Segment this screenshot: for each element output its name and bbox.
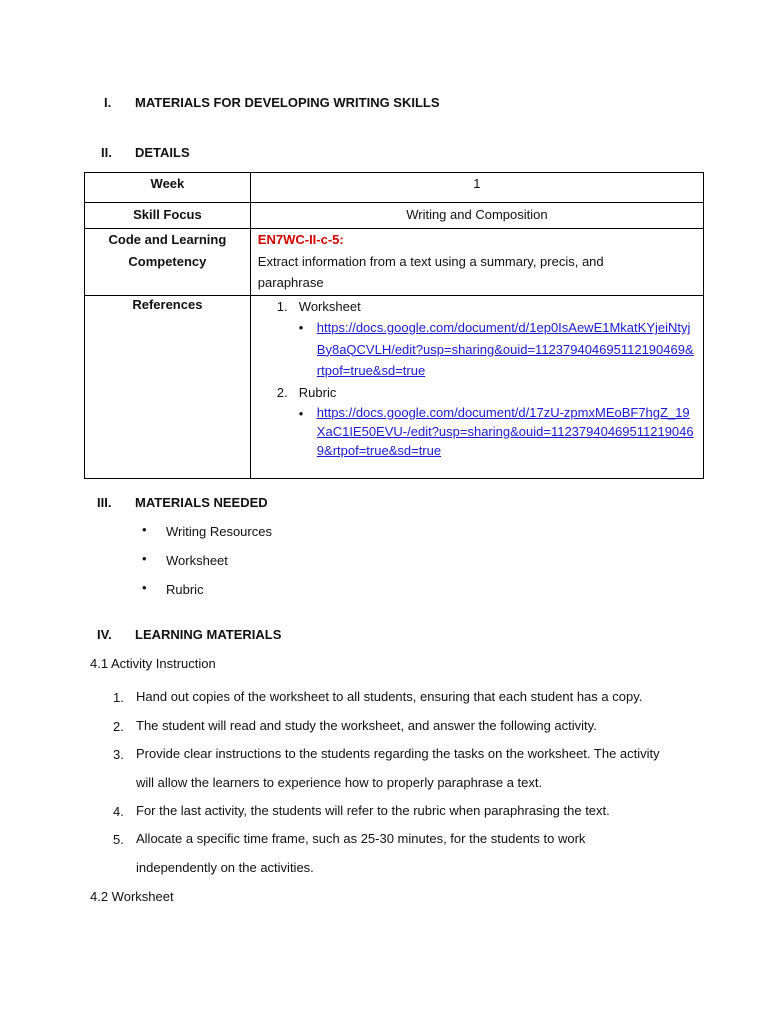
material-item: Rubric [166,582,204,597]
references-list [251,296,703,460]
rubric-link[interactable]: https://docs.google.com/document/d/17zU-zpmxMEoBF7hgZ_19XaC1IE50EVU-/edit?usp=sharing&ouid=112379404695112190469&rtpof=true&sd=true [316,404,694,458]
instruction-text: Allocate a specific time frame, such as 25-30 minutes, for the students to work independently on the activities. [136,831,586,875]
bullet-icon: • [298,405,304,421]
code-label-line-1: Code and Learning [108,232,227,247]
table-row [85,296,704,479]
skill-value-cell [250,203,703,229]
subsection-title: 4.2 Worksheet [90,889,174,904]
skill-label-cell [85,203,251,229]
table-row [85,173,704,203]
references-label-cell [85,296,251,479]
week-label-cell [85,173,251,203]
code-label-line-2: Competency [128,253,207,269]
material-item: Writing Resources [166,524,272,539]
table-row [85,203,704,229]
instruction-text: Hand out copies of the worksheet to all students, ensuring that each student has a copy. [136,689,643,704]
section-number: I. [104,95,112,110]
material-item: Worksheet [166,553,228,568]
week-value: 1 [473,176,481,191]
references-cell [250,296,703,479]
section-title: MATERIALS FOR DEVELOPING WRITING SKILLS [135,95,440,110]
section-number: IV. [97,627,112,642]
table-row [85,229,704,296]
competency-text-line-2: paraphrase [257,275,324,290]
worksheet-link[interactable]: https://docs.google.com/document/d/1ep0IsAewE1MkatKYjeiNtyjBy8aQCVLH/edit?usp=sharing&ouid=112379404695112190469&rtpof=true&sd=true [316,320,694,378]
reference-number: 2. [276,384,288,400]
section-number: II. [101,145,112,160]
section-title: LEARNING MATERIALS [135,627,282,642]
instruction-text: Provide clear instructions to the students regarding the tasks on the worksheet. The activity will allow the learners to experience how to properly paraphrase a text. [136,746,660,790]
subsection-title: 4.1 Activity Instruction [90,656,216,671]
instruction-number: 3. [113,747,124,762]
bullet-icon: • [142,580,147,595]
references-label: References [132,297,203,312]
section-number: III. [97,495,112,510]
list-item [251,296,703,382]
reference-number: 1. [276,299,288,314]
instruction-number: 5. [113,832,124,847]
competency-cell [250,229,703,296]
skill-label: Skill Focus [133,207,202,222]
competency-text-line-1: Extract information from a text using a summary, precis, and [257,253,604,269]
list-item [251,382,703,460]
week-label: Week [150,176,185,191]
section-title: MATERIALS NEEDED [135,495,268,510]
reference-title: Worksheet [298,299,361,314]
bullet-icon: • [298,320,304,335]
instruction-text: The student will read and study the worksheet, and answer the following activity. [136,718,597,733]
reference-title: Rubric [298,384,337,400]
details-table [84,172,704,479]
instruction-text: For the last activity, the students will refer to the rubric when paraphrasing the text. [136,803,610,818]
skill-value: Writing and Composition [406,207,548,222]
code-label-cell [85,229,251,296]
section-title: DETAILS [135,145,190,160]
instruction-number: 4. [113,804,124,819]
competency-code: EN7WC-II-c-5: [257,232,344,247]
bullet-icon: • [142,522,147,537]
instruction-number: 2. [113,719,124,734]
instruction-number: 1. [113,690,124,705]
bullet-icon: • [142,551,147,566]
week-value-cell [250,173,703,203]
